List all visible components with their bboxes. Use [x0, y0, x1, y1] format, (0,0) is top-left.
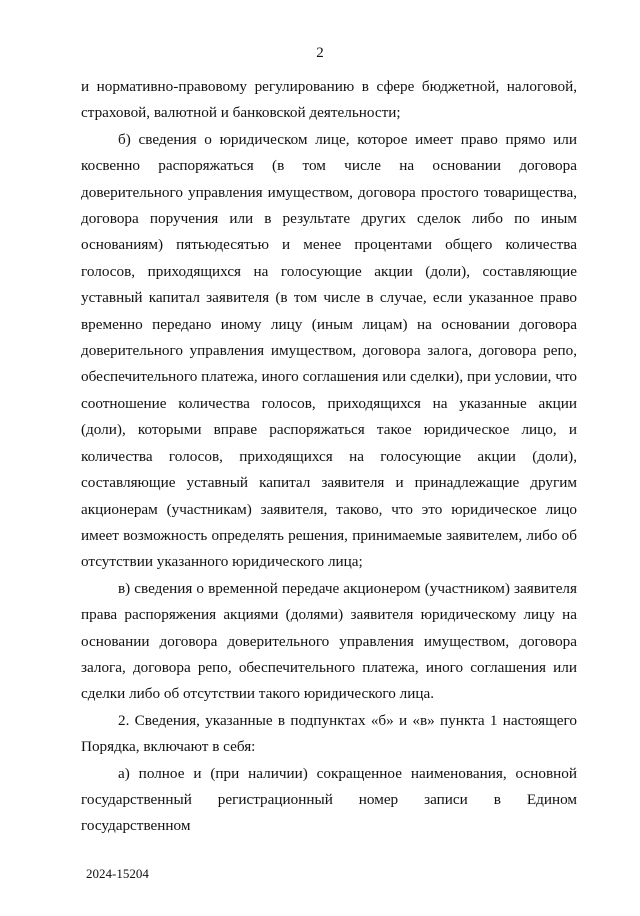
paragraph-item-v: в) сведения о временной передаче акционером (участником) заявителя права распоряжения акциями (долями) заявителя юридическому лицу на основании договора доверительного управления имуществом, договора залога, договора репо, обеспечительного платежа, иного соглашения или сделки либо об отсутствии такого юридического лица.	[81, 579, 577, 703]
paragraph-point-2: 2. Сведения, указанные в подпунктах «б» и «в» пункта 1 настоящего Порядка, включают в себя:	[81, 711, 577, 756]
document-body	[81, 74, 577, 840]
paragraph-item-b: б) сведения о юридическом лице, которое имеет право прямо или косвенно распоряжаться (в том числе на основании договора доверительного управления имуществом, договора простого товарищества, договора поручения или в результате других сделок либо по иным основаниям) пятьюдесятью и менее процентами общего количества голосов, приходящихся на голосующие акции (доли), составляющие уставный капитал заявителя (в том числе в случае, если указанное право временно передано иному лицу (иным лицам) на основании договора доверительного управления имуществом, договора залога, договора репо, обеспечительного платежа, иного соглашения или сделки), при условии, что соотношение количества голосов, приходящихся на указанные акции (доли), которыми вправе распоряжаться такое юридическое лицо, и количества голосов, приходящихся на голосующие акции (доли), составляющие уставный капитал заявителя и принадлежащие другим акционерам (участникам) заявителя, таково, что это юридическое лицо имеет возможность определять решения, принимаемые заявителем, либо об отсутствии указанного юридического лица;	[81, 130, 577, 571]
page-number: 2	[316, 45, 324, 61]
document-code: 2024-15204	[86, 866, 149, 881]
paragraph-subitem-a: а) полное и (при наличии) сокращенное наименования, основной государственный регистрационный номер записи в Едином государственном	[81, 764, 577, 835]
paragraph-continuation: и нормативно-правовому регулированию в сфере бюджетной, налоговой, страховой, валютной и банковской деятельности;	[81, 78, 577, 122]
